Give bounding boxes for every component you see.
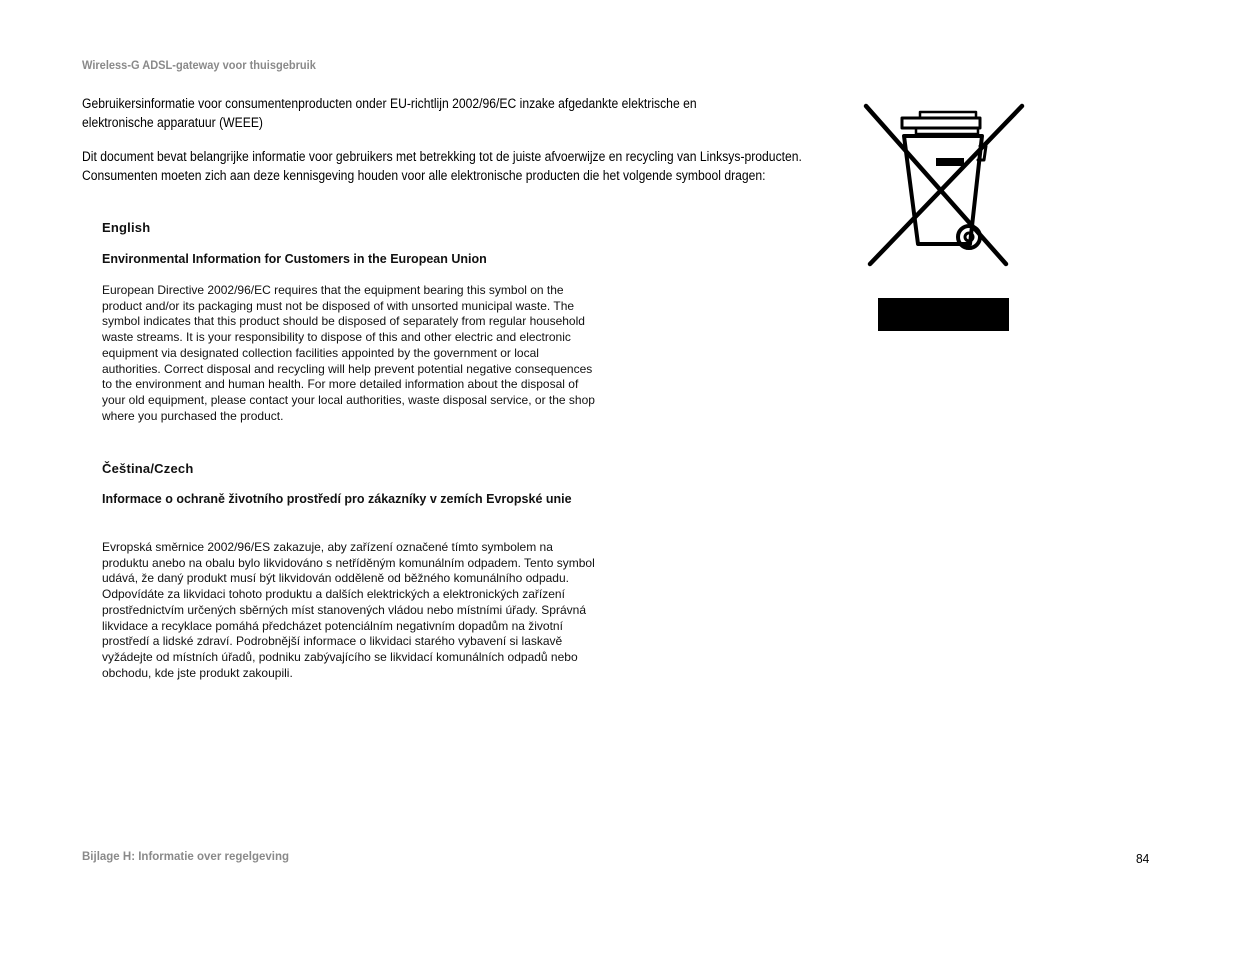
czech-title: Informace o ochraně životního prostředí pro zákazníky v zemích Evropské unie (102, 492, 572, 506)
czech-body: Evropská směrnice 2002/96/ES zakazuje, aby zařízení označené tímto symbolem na produktu anebo na obalu bylo likvidováno s netříděným komunálním odpadem. Tento symbol udává, že daný produkt musí být likvidován odděleně od běžného komunálního odpadu. Odpovídáte za likvidaci tohoto produktu a dalších elektrických a elektronických zařízení prostřednictvím určených sběrných míst stanovených vládou nebo místními úřady. Správná likvidace a recyklace pomáhá předcházet potenciálním negativním dopadům na životní prostředí a lidské zdraví. Podrobnější informace o likvidaci starého vybavení si laskavě vyžádejte od místních úřadů, podniku zabývajícího se likvidací komunálních odpadů nebo obchodu, kde jste produkt zakoupili. (102, 540, 595, 680)
page-number: 84 (1136, 851, 1150, 866)
english-language-label: English (102, 220, 151, 235)
weee-heading: Gebruikersinformatie voor consumentenproducten onder EU-richtlijn 2002/96/EC inzake afgedankte elektrische en elektronische apparatuur (WEEE) (82, 96, 697, 130)
english-title: Environmental Information for Customers in the European Union (102, 252, 487, 266)
running-header: Wireless-G ADSL-gateway voor thuisgebruik (82, 58, 316, 72)
footer-section-title: Bijlage H: Informatie over regelgeving (82, 851, 290, 863)
weee-black-bar (878, 298, 1009, 331)
english-body: European Directive 2002/96/EC requires that the equipment bearing this symbol on the product and/or its packaging must not be disposed of with unsorted municipal waste. The symbol indicates that this product should be disposed of separately from regular household waste streams. It is your responsibility to dispose of this and other electric and electronic equipment via designated collection facilities appointed by the government or local authorities. Correct disposal and recycling will help prevent potential negative consequences to the environment and human health. For more detailed information about the disposal of your old equipment, please contact your local authorities, waste disposal service, or the shop where you purchased the product. (102, 283, 595, 423)
czech-language-label: Čeština/Czech (102, 461, 194, 476)
intro-paragraph: Dit document bevat belangrijke informatie voor gebruikers met betrekking tot de juiste afvoerwijze en recycling van Linksys-producten. Consumenten moeten zich aan deze kennisgeving houden voor alle elektronische producten die het volgende symbool dragen: (82, 149, 802, 183)
